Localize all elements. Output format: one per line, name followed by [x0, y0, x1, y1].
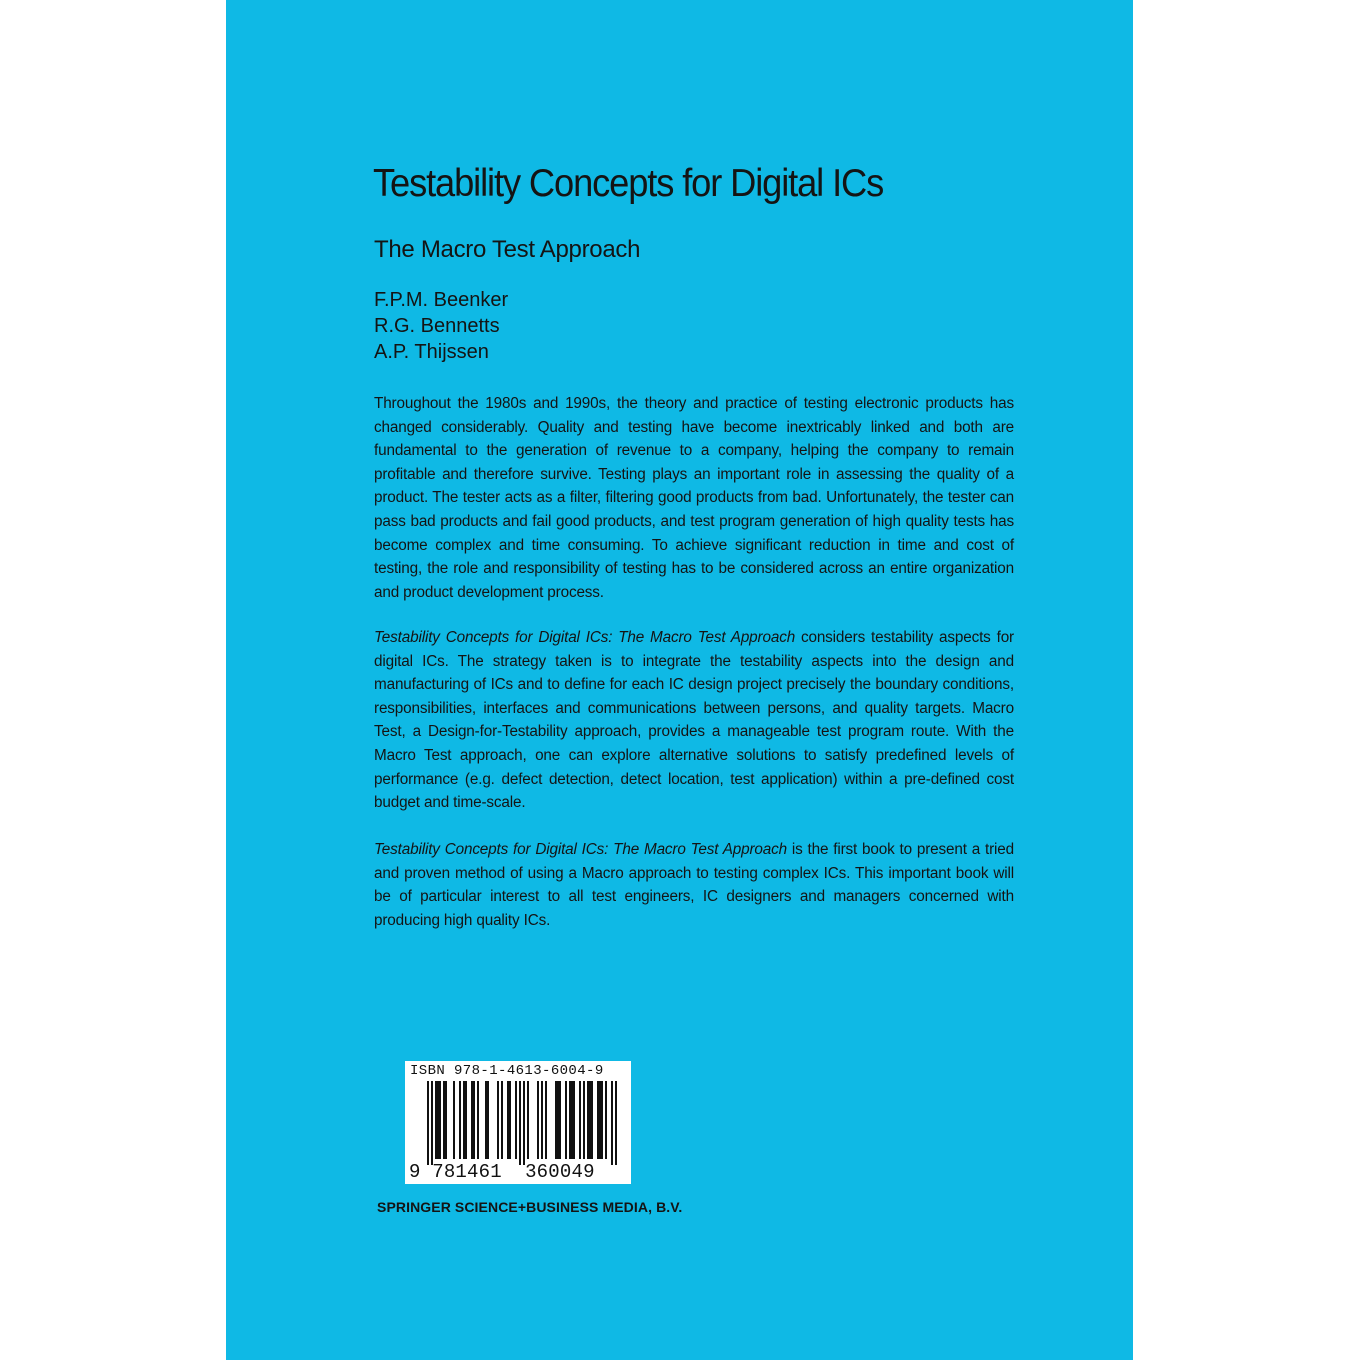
- author-name: F.P.M. Beenker: [374, 289, 509, 311]
- author-name: R.G. Bennetts: [374, 315, 500, 337]
- isbn-barcode: [405, 1061, 631, 1184]
- barcode-bar: [587, 1081, 589, 1159]
- barcode-bar: [599, 1081, 601, 1159]
- barcode-bar: [497, 1081, 499, 1159]
- paragraph-text: considers testability aspects for digital ICs. The strategy taken is to integrate the testability aspects into the design and manufacturing of ICs and to define for each IC design project precisely the boundary conditions, responsibilities, interfaces and communications between persons, and quality targets. Macro Test, a Design-for-Testability approach, provides a manageable test program route. With the Macro Test approach, one can explore alternative solutions to satisfy predefined levels of performance (e.g. defect detection, detect location, test application) within a pre-defined cost budget and time-scale.: [374, 629, 1014, 812]
- isbn-number: ISBN 978-1-4613-6004-9: [410, 1063, 604, 1079]
- barcode-bar: [571, 1081, 573, 1159]
- barcode-bar: [507, 1081, 509, 1159]
- book-back-cover: [226, 0, 1133, 1360]
- barcode-bar: [545, 1081, 547, 1159]
- book-title-italic: Testability Concepts for Digital ICs: The Macro Test Approach: [374, 841, 787, 858]
- barcode-bar: [509, 1081, 511, 1159]
- barcode-bar: [473, 1081, 475, 1159]
- book-subtitle: The Macro Test Approach: [374, 236, 641, 263]
- barcode-bar: [519, 1081, 521, 1165]
- barcode-bars: [405, 1081, 631, 1165]
- barcode-bar: [439, 1081, 441, 1159]
- barcode-bar: [565, 1081, 567, 1159]
- barcode-bar: [611, 1081, 613, 1165]
- book-title: Testability Concepts for Digital ICs: [373, 162, 884, 205]
- barcode-bar: [477, 1081, 479, 1159]
- barcode-bar: [597, 1081, 599, 1159]
- barcode-bar: [431, 1081, 433, 1165]
- barcode-bar: [487, 1081, 489, 1159]
- barcode-bar: [589, 1081, 591, 1159]
- barcode-bar: [459, 1081, 461, 1159]
- barcode-bar: [443, 1081, 445, 1159]
- publisher-name: SPRINGER SCIENCE+BUSINESS MEDIA, B.V.: [377, 1199, 683, 1215]
- barcode-bar: [523, 1081, 525, 1165]
- paragraph-text: is the first book to present a tried and proven method of using a Macro approach to testing complex ICs. This important book will be of particular interest to all test engineers, IC designers and managers concerned with producing high quality ICs.: [374, 841, 1014, 929]
- barcode-bar: [435, 1081, 437, 1159]
- ean-left-digits: 781461: [432, 1161, 502, 1183]
- barcode-bar: [579, 1081, 581, 1159]
- barcode-bar: [557, 1081, 559, 1159]
- barcode-bar: [605, 1081, 607, 1159]
- author-name: A.P. Thijssen: [374, 341, 489, 363]
- barcode-bar: [583, 1081, 585, 1159]
- barcode-bar: [427, 1081, 429, 1165]
- ean-first-digit: 9: [409, 1161, 421, 1183]
- book-title-italic: Testability Concepts for Digital ICs: The Macro Test Approach: [374, 629, 796, 646]
- barcode-bar: [465, 1081, 467, 1159]
- ean-digits: [409, 1161, 595, 1183]
- barcode-bar: [485, 1081, 487, 1159]
- barcode-bar: [445, 1081, 447, 1159]
- barcode-bar: [591, 1081, 593, 1159]
- barcode-bar: [471, 1081, 473, 1159]
- barcode-bar: [541, 1081, 543, 1159]
- barcode-bar: [527, 1081, 529, 1159]
- barcode-bar: [569, 1081, 571, 1159]
- description-paragraph-2: [374, 626, 1014, 815]
- barcode-bar: [573, 1081, 575, 1159]
- barcode-bar: [453, 1081, 455, 1159]
- barcode-bar: [437, 1081, 439, 1159]
- barcode-bar: [555, 1081, 557, 1159]
- ean-right-digits: 360049: [525, 1161, 595, 1183]
- barcode-bar: [601, 1081, 603, 1159]
- barcode-bar: [515, 1081, 517, 1159]
- author-list: [374, 287, 508, 365]
- description-paragraph-3: [374, 838, 1014, 932]
- barcode-bar: [537, 1081, 539, 1159]
- barcode-bar: [501, 1081, 503, 1159]
- barcode-bar: [615, 1081, 617, 1165]
- barcode-bar: [559, 1081, 561, 1159]
- barcode-bar: [463, 1081, 465, 1159]
- description-paragraph-1: Throughout the 1980s and 1990s, the theory and practice of testing electronic products has changed considerably. Quality and testing have become inextricably linked and both are fundamental to the generation of revenue to a company, helping the company to remain profitable and therefore survive. Testing plays an important role in assessing the quality of a product. The tester acts as a filter, filtering good products from bad. Unfortunately, the tester can pass bad products and fail good products, and test program generation of high quality tests has become complex and time consuming. To achieve significant reduction in time and cost of testing, the role and responsibility of testing has to be considered across an entire organization and product development process.: [374, 395, 1014, 601]
